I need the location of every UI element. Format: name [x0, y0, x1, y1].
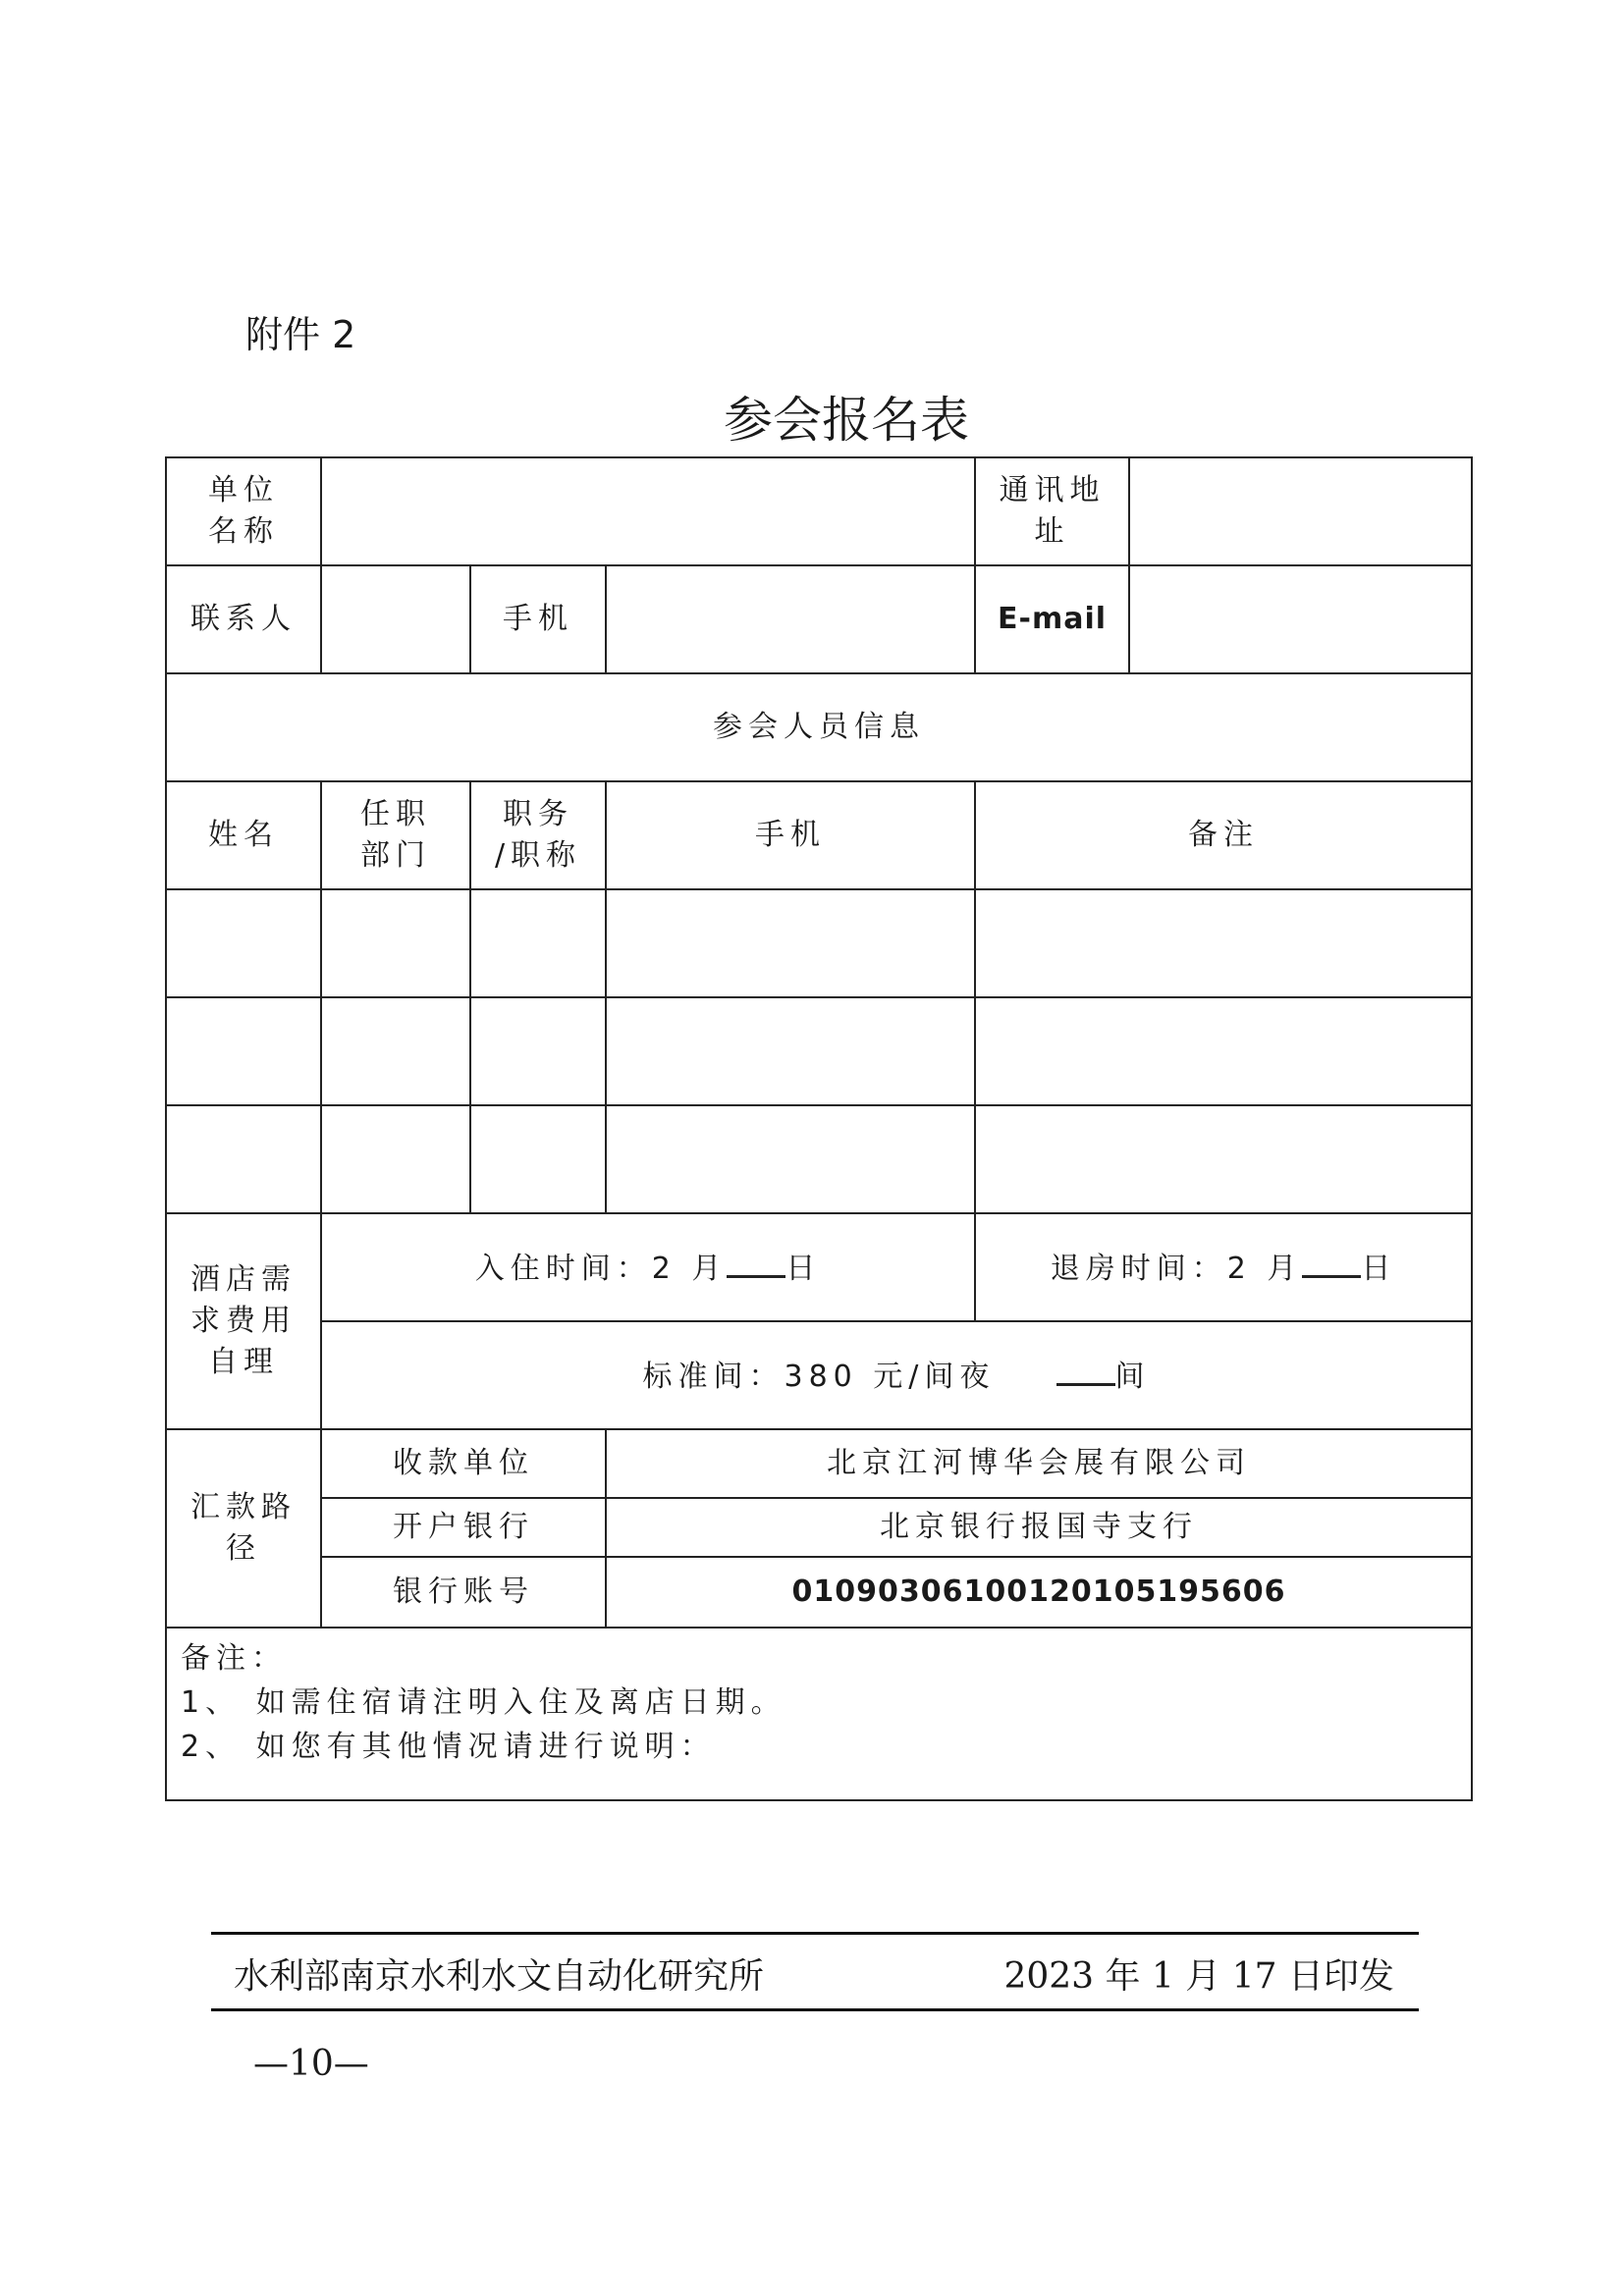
contact-label: 联系人 — [166, 565, 321, 673]
attendee-mobile-cell[interactable] — [606, 889, 975, 997]
mobile-label: 手机 — [470, 565, 606, 673]
address-field[interactable] — [1129, 457, 1472, 565]
attendee-remark-cell[interactable] — [975, 889, 1472, 997]
payee-label: 收款单位 — [321, 1429, 606, 1498]
attendee-dept-cell[interactable] — [321, 889, 470, 997]
attachment-label: 附件 2 — [245, 313, 356, 356]
notes-cell — [166, 1628, 1472, 1800]
table-row — [166, 889, 1472, 997]
payee-value: 北京江河博华会展有限公司 — [606, 1429, 1472, 1498]
unit-name-label: 单位 名称 — [166, 457, 321, 565]
footer-top-rule — [211, 1932, 1419, 1935]
attendees-header: 参会人员信息 — [166, 673, 1472, 781]
col-title-header: 职务 /职称 — [470, 781, 606, 889]
checkin-suffix: 日 — [785, 1251, 822, 1286]
room-cell[interactable] — [321, 1321, 1472, 1429]
registration-form-table — [165, 456, 1473, 1801]
payment-label: 汇款路 径 — [166, 1429, 321, 1628]
unit-name-field[interactable] — [321, 457, 975, 565]
attendee-title-cell[interactable] — [470, 997, 606, 1105]
col-remark-header: 备注 — [975, 781, 1472, 889]
checkout-cell[interactable] — [975, 1213, 1472, 1321]
col-name-header: 姓名 — [166, 781, 321, 889]
attendee-dept-cell[interactable] — [321, 1105, 470, 1213]
attendee-title-cell[interactable] — [470, 889, 606, 997]
col-mobile-header: 手机 — [606, 781, 975, 889]
checkin-day-blank[interactable] — [727, 1246, 785, 1278]
contact-field[interactable] — [321, 565, 470, 673]
bank-value: 北京银行报国寺支行 — [606, 1498, 1472, 1557]
attendee-remark-cell[interactable] — [975, 1105, 1472, 1213]
footer-bottom-rule — [211, 2008, 1419, 2011]
room-rate-text: 标准间：380 元/间夜 — [642, 1359, 996, 1394]
footer-date: 2023 年 1 月 17 日印发 — [1003, 1956, 1394, 1997]
email-label: E-mail — [975, 565, 1129, 673]
attendee-name-cell[interactable] — [166, 889, 321, 997]
attendee-name-cell[interactable] — [166, 997, 321, 1105]
checkin-cell[interactable] — [321, 1213, 975, 1321]
page-number: —10— — [253, 2044, 369, 2084]
account-value: 01090306100120105195606 — [606, 1557, 1472, 1628]
attendee-mobile-cell[interactable] — [606, 1105, 975, 1213]
email-field[interactable] — [1129, 565, 1472, 673]
table-row — [166, 1105, 1472, 1213]
notes-line-1: 1、 如需住宿请注明入住及离店日期。 — [181, 1685, 786, 1720]
address-label: 通讯地 址 — [975, 457, 1129, 565]
account-label: 银行账号 — [321, 1557, 606, 1628]
checkout-prefix: 退房时间：2 月 — [1050, 1251, 1303, 1286]
hotel-label: 酒店需 求费用 自理 — [166, 1213, 321, 1429]
checkout-suffix: 日 — [1361, 1251, 1397, 1286]
checkout-day-blank[interactable] — [1302, 1246, 1361, 1278]
bank-label: 开户银行 — [321, 1498, 606, 1557]
table-row — [166, 997, 1472, 1105]
attendee-name-cell[interactable] — [166, 1105, 321, 1213]
notes-title: 备注： — [181, 1641, 287, 1676]
form-title: 参会报名表 — [724, 392, 969, 449]
checkin-prefix: 入住时间：2 月 — [474, 1251, 728, 1286]
footer-org: 水利部南京水利水文自动化研究所 — [234, 1956, 765, 1997]
attendee-dept-cell[interactable] — [321, 997, 470, 1105]
mobile-field[interactable] — [606, 565, 975, 673]
room-count-blank[interactable] — [1056, 1354, 1115, 1386]
notes-line-2: 2、 如您有其他情况请进行说明： — [181, 1730, 716, 1764]
col-dept-header: 任职 部门 — [321, 781, 470, 889]
attendee-remark-cell[interactable] — [975, 997, 1472, 1105]
attendee-mobile-cell[interactable] — [606, 997, 975, 1105]
attendee-title-cell[interactable] — [470, 1105, 606, 1213]
room-suffix: 间 — [1114, 1359, 1151, 1394]
